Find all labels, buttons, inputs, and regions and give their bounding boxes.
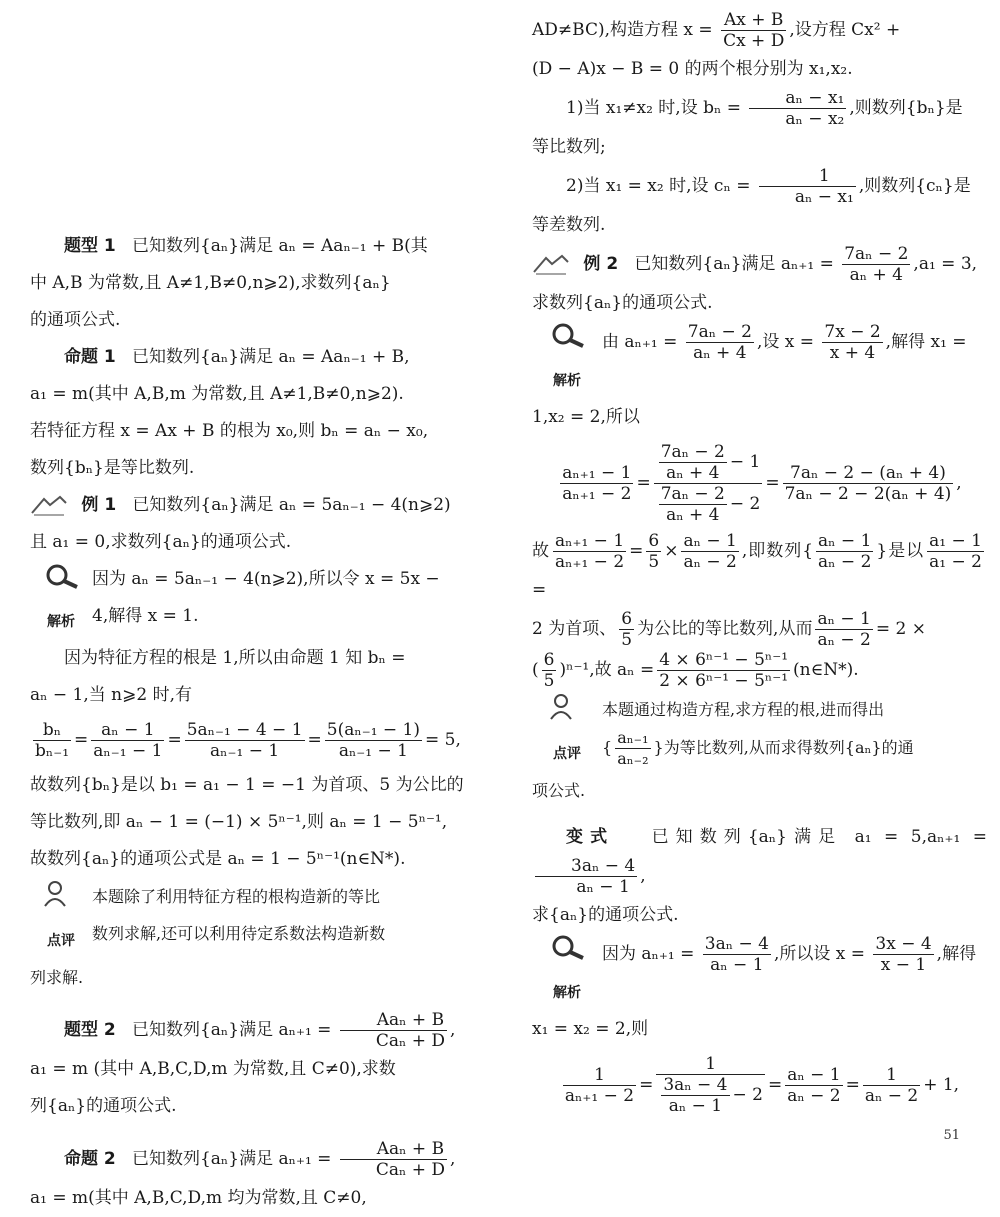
solution1-conclusion: 故数列{bₙ}是以 b₁ = a₁ − 1 = −1 为首项、5 为公比的 等比数列,即 aₙ − 1 = (−1) × 5ⁿ⁻¹,则 aₙ = 1 − 5ⁿ⁻¹, 故数列{aₙ}的通项公式是 aₙ = 1 − 5ⁿ⁻¹(n∈N*). [30,775,464,869]
example1-paragraph: 例 1 已知数列{aₙ}满足 aₙ = 5aₙ₋₁ − 4(n⩾2) 且 a₁ = 0,求数列{aₙ}的通项公式. [30,495,451,552]
jiexi-badge: 解析 [532,322,602,399]
solution3-block: 解析 因为 aₙ₊₁ = $\frac{\text{3aₙ − 4}}{\text{aₙ − 1}}$ ,所以设 x = $\frac{3x - 4}{x - 1}$ ,解得 [532,934,987,1011]
example2-paragraph: 例 2 已知数列{aₙ}满足 aₙ₊₁ = $\frac{\text{7aₙ − 2}}{\text{aₙ + 4}}$ ,a₁ = 3, 求数列{aₙ}的通项公式. [532,244,978,313]
top-blank [30,0,498,228]
solution1-block: 解析 因为 aₙ = 5aₙ₋₁ − 4(n⩾2),所以令 x = 5x − 4,解得 x = 1. [30,561,498,640]
example-icon [30,495,68,517]
case2: 2)当 x₁ = x₂ 时,设 cₙ = $\frac{1}{\text{aₙ − x₁}}$ ,则数列{cₙ}是 [566,166,971,207]
variant-paragraph: 变式 已知数列{aₙ}满足 a₁ = 5,aₙ₊₁ = $\frac{\text{3aₙ − 4}}{\text{aₙ − 1}}$ , [532,819,987,897]
commentator-icon [41,878,81,908]
right-intro: AD≠BC),构造方程 x = $\frac{Ax + B}{Cx + D}$ ,设方程 Cx² + (D − A)x − B = 0 的两个根分别为 x₁,x₂. [532,10,901,79]
formula-2: $\frac{\text{aₙ₊₁ − 1}}{\text{aₙ₊₁ − 2}}$ = $\frac{\text{7aₙ − 2}}{\text{aₙ + 4}}$ − 1 $\frac{\text{7aₙ − 2}}{\text{aₙ + 4}}$ − 2 = $\frac{\text{7aₙ − 2 − (aₙ + 4)}}{\text{7aₙ − 2 − 2(aₙ + 4)}}$ , [562,442,962,525]
type1-paragraph: 题型 1 已知数列{aₙ}满足 aₙ = Aaₙ₋₁ + B(其 中 A,B 为常数,且 A≠1,B≠0,n⩾2),求数列{aₙ} 的通项公式. [30,236,428,330]
magnifier-icon [545,934,589,960]
prop2-paragraph: 命题 2 已知数列{aₙ}满足 aₙ₊₁ = $\frac{\text{Aaₙ + B}}{\text{Caₙ + D}}$ , a₁ = m(其中 A,B,C,D,m 均为常数,且 C≠0, [30,1139,456,1208]
formula-3: $\frac{1}{\text{aₙ₊₁ − 2}}$ = 1 $\frac{\text{3aₙ − 4}}{\text{aₙ − 1}}$ − 2 = $\frac{\text{aₙ − 1}}{\text{aₙ − 2}}$ = $\frac{1}{\text{aₙ − 2}}$ + 1, [564,1054,960,1116]
example1-label: 例 1 [81,495,117,515]
type1-label: 题型 1 [64,236,116,256]
dianping-badge: 点评 [30,878,92,959]
jiexi-badge: 解析 [30,561,92,640]
jiexi-badge: 解析 [532,934,602,1011]
magnifier-icon [39,563,83,589]
comment2-block: 点评 本题通过构造方程,求方程的根,进而得出 { $\frac{\text{aₙ₋₁}}{\text{aₙ₋₂}}$ }为等比数列,从而求得数列{aₙ}的通 [532,691,987,772]
prop2-label: 命题 2 [64,1149,116,1169]
prop1-label: 命题 1 [64,347,116,367]
type2-paragraph: 题型 2 已知数列{aₙ}满足 aₙ₊₁ = $\frac{\text{Aaₙ + B}}{\text{Caₙ + D}}$ , a₁ = m (其中 A,B,C,D,m 为常数,且 C≠0),求数 列{aₙ}的通项公式. [30,1010,456,1116]
comment1-block: 点评 本题除了利用特征方程的根构造新的等比 数列求解,还可以利用待定系数法构造新数 [30,878,498,959]
commentator-icon [547,691,587,721]
prop1-paragraph: 命题 1 已知数列{aₙ}满足 aₙ = Aaₙ₋₁ + B, a₁ = m(其中 A,B,m 为常数,且 A≠1,B≠0,n⩾2). 若特征方程 x = Ax + B 的根为 x₀,则 bₙ = aₙ − x₀, 数列{bₙ}是等比数列. [30,347,429,478]
left-column: 题型 1 已知数列{aₙ}满足 aₙ = Aaₙ₋₁ + B(其 中 A,B 为常数,且 A≠1,B≠0,n⩾2),求数列{aₙ} 的通项公式. 命题 1 已知数列{aₙ}满足 aₙ = Aaₙ₋₁ + B, a₁ = m(其中 A,B,m 为常数,且 A≠1,B≠0,n⩾2). 若特征方程 x = Ax + B 的根为 x₀,则 bₙ = aₙ − x₀, 数列{bₙ}是等比数列. 例 1 已知数列{aₙ}满足 aₙ = 5aₙ₋₁ − 4(n⩾2) 且 a₁ = 0,求数列{aₙ}的通项公式. 解析 因为 aₙ = 5aₙ₋₁ − 4(n⩾2),所以令 x = 5x − 4,解得 x = 1. 因为特征方程的根是 1,所以由命题 1 知 bₙ = aₙ − 1,当 n⩾2 时,有 $\frac{\text{bₙ}}{\text{bₙ₋₁}}$ = $\frac{\text{aₙ − 1}}{\text{aₙ₋₁ − 1}}$ = $\frac{\text{5aₙ₋₁ − 4 − 1}}{\text{aₙ₋₁ − 1}}$ = $\frac{\text{5(aₙ₋₁ − 1)}}{\text{aₙ₋₁ − 1}}$ = 5, 故数列{bₙ}是以 b₁ = a₁ − 1 = −1 为首项、5 为公比的 等比数列,即 aₙ − 1 = (−1) × 5ⁿ⁻¹,则 aₙ = 1 − 5ⁿ⁻¹, 故数列{aₙ}的通项公式是 aₙ = 1 − 5ⁿ⁻¹(n∈N*). 点评 本题除了利用特征方程的根构造新的等比 数列求解,还可以利用待定系数法构造新数 列求解. 题型 2 已知数列{aₙ}满足 aₙ₊₁ = $\frac{\text{Aaₙ + B}}{\text{Caₙ + D}}$ , a₁ = m (其中 A,B,C,D,m 为常数,且 C≠0),求数 列{aₙ}的通项公式. 命题 2 已知数列{aₙ}满足 aₙ₊₁ = $\frac{\text{Aaₙ + B}}{\text{Caₙ + D}}$ , a₁ = m(其中 A,B,C,D,m 均为常数,且 C≠0, [30,0,498,1217]
solution1-text: 因为特征方程的根是 1,所以由命题 1 知 bₙ = aₙ − 1,当 n⩾2 时,有 [30,648,406,705]
magnifier-icon [545,322,589,348]
right-column: AD≠BC),构造方程 x = $\frac{Ax + B}{Cx + D}$ ,设方程 Cx² + (D − A)x − B = 0 的两个根分别为 x₁,x₂. 1)当 x₁≠x₂ 时,设 bₙ = $\frac{\text{aₙ − x₁}}{\text{aₙ − x₂}}$ ,则数列{bₙ}是 等比数列; 2)当 x₁ = x₂ 时,设 cₙ = $\frac{1}{\text{aₙ − x₁}}$ ,则数列{cₙ}是 等差数列. 例 2 已知数列{aₙ}满足 aₙ₊₁ = $\frac{\text{7aₙ − 2}}{\text{aₙ + 4}}$ ,a₁ = 3, 求数列{aₙ}的通项公式. 解析 由 aₙ₊₁ = $\frac{\text{7aₙ − 2}}{\text{aₙ + 4}}$ ,设 x = $\frac{7x - 2}{x + 4}$ ,解得 x₁ = 1,x₂ = 2,所以 $\frac{\text{aₙ₊₁ − 1}}{\text{aₙ₊₁ − 2}}$ = $\frac{\text{7aₙ − 2}}{\text{aₙ + 4}}$ − 1 $\frac{\text{7aₙ − 2}}{\text{aₙ + 4}}$ − 2 = $\frac{\text{7aₙ − 2 − (aₙ + 4)}}{\text{7aₙ − 2 − 2(aₙ + 4)}}$ , 故 $\frac{\text{aₙ₊₁ − 1}}{\text{aₙ₊₁ − 2}}$ = $\frac{6}{5}$ × $\frac{\text{aₙ − 1}}{\text{aₙ − 2}}$ ,即数列{ $\frac{\text{aₙ − 1}}{\text{aₙ − 2}}$ }是以 $\frac{\text{a₁ − 1}}{\text{a₁ − 2}}$ = 2 为首项、 $\frac{6}{5}$ 为公比的等比数列,从而 $\frac{\text{aₙ − 1}}{\text{aₙ − 2}}$ = 2 × ( $\frac{6}{5}$ )ⁿ⁻¹,故 aₙ = $\frac{\text{4 × 6ⁿ⁻¹ − 5ⁿ⁻¹}}{\text{2 × 6ⁿ⁻¹ − 5ⁿ⁻¹}}$ (n∈N*). 点评 本题通过构造方程,求方程的根,进而得出 { $\frac{\text{aₙ₋₁}}{\text{aₙ₋₂}}$ }为等比数列,从而求得数列{aₙ}的通 项公式. 变式 已知数列{aₙ}满足 a₁ = 5,aₙ₊₁ = $\frac{\text{3aₙ − 4}}{\text{aₙ − 1}}$ , 求{aₙ}的通项公式. 解析 因为 aₙ₊₁ = $\frac{\text{3aₙ − 4}}{\text{aₙ − 1}}$ ,所以设 x = $\frac{3x - 4}{x - 1}$ ,解得 x₁ = x₂ = 2,则 $\frac{1}{\text{aₙ₊₁ − 2}}$ = 1 $\frac{\text{3aₙ − 4}}{\text{aₙ − 1}}$ − 2 = $\frac{\text{aₙ − 1}}{\text{aₙ − 2}}$ = $\frac{1}{\text{aₙ − 2}}$ + 1, [532,10,987,1116]
case1: 1)当 x₁≠x₂ 时,设 bₙ = $\frac{\text{aₙ − x₁}}{\text{aₙ − x₂}}$ ,则数列{bₙ}是 [566,88,963,129]
example-icon [532,254,570,276]
solution2-block: 解析 由 aₙ₊₁ = $\frac{\text{7aₙ − 2}}{\text{aₙ + 4}}$ ,设 x = $\frac{7x - 2}{x + 4}$ ,解得 x₁ = [532,322,987,399]
solution2-conclusion: 故 $\frac{\text{aₙ₊₁ − 1}}{\text{aₙ₊₁ − 2}}$ = $\frac{6}{5}$ × $\frac{\text{aₙ − 1}}{\text{aₙ − 2}}$ ,即数列{ $\frac{\text{aₙ − 1}}{\text{aₙ − 2}}$ }是以 $\frac{\text{a₁ − 1}}{\text{a₁ − 2}}$ = 2 为首项、 $\frac{6}{5}$ 为公比的等比数列,从而 $\frac{\text{aₙ − 1}}{\text{aₙ − 2}}$ = 2 × ( $\frac{6}{5}$ )ⁿ⁻¹,故 aₙ = $\frac{\text{4 × 6ⁿ⁻¹ − 5ⁿ⁻¹}}{\text{2 × 6ⁿ⁻¹ − 5ⁿ⁻¹}}$ (n∈N*). [532,531,982,691]
formula-1: $\frac{\text{bₙ}}{\text{bₙ₋₁}}$ = $\frac{\text{aₙ − 1}}{\text{aₙ₋₁ − 1}}$ = $\frac{\text{5aₙ₋₁ − 4 − 1}}{\text{aₙ₋₁ − 1}}$ = $\frac{\text{5(aₙ₋₁ − 1)}}{\text{aₙ₋₁ − 1}}$ = 5, [35,720,461,761]
dianping-badge: 点评 [532,691,602,772]
page-number: 51 [943,1128,960,1143]
type2-label: 题型 2 [64,1020,116,1040]
